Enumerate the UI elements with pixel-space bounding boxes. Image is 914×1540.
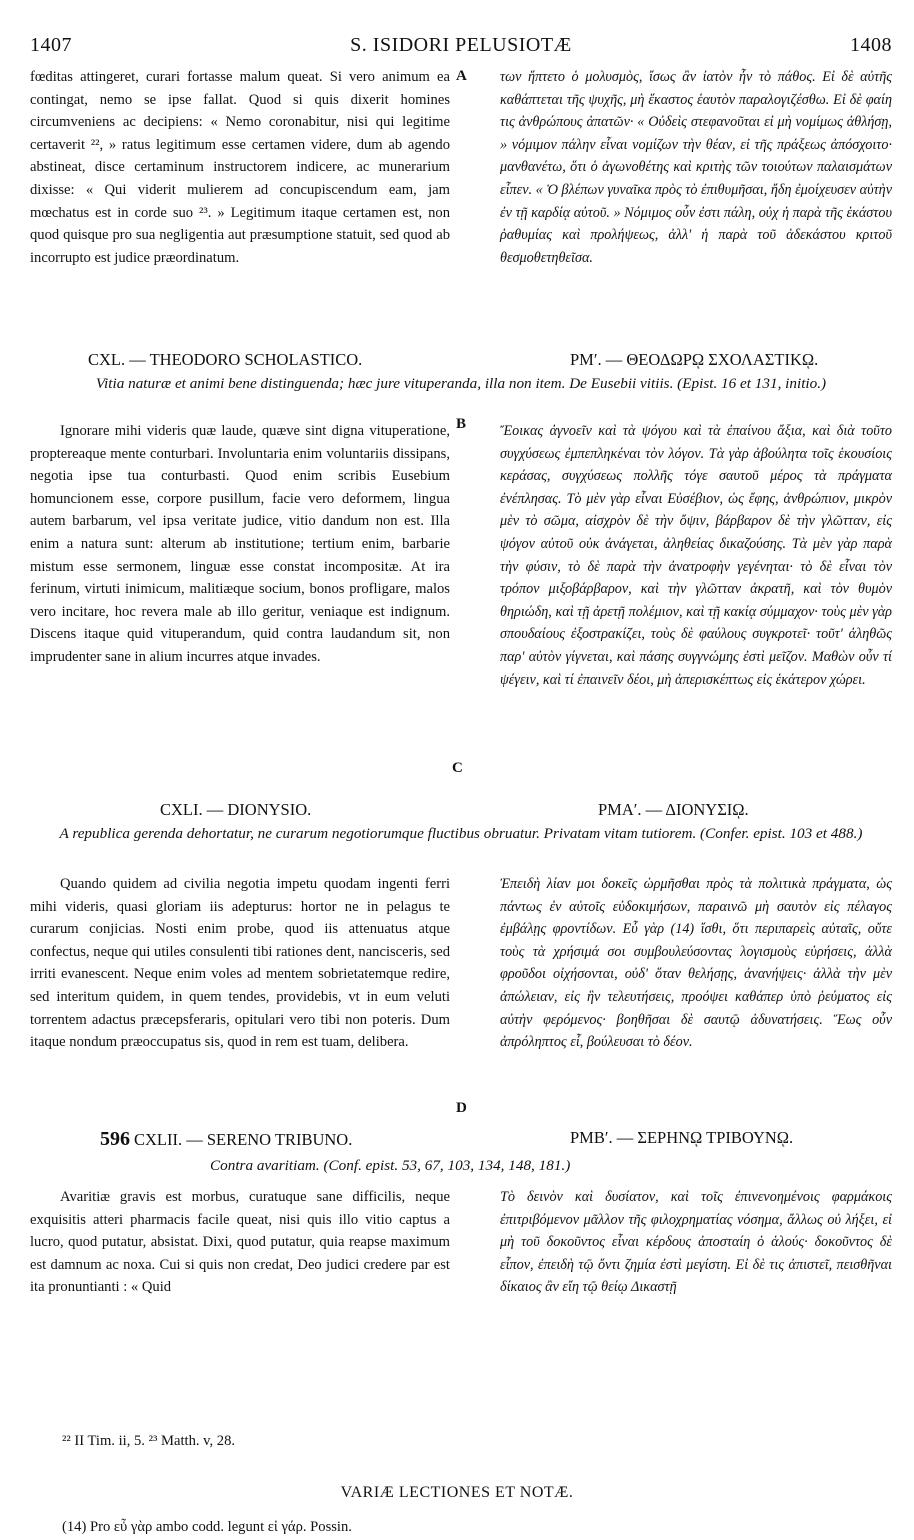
letter-140-summary: Vitia naturæ et animi bene distinguenda; hæc jure vituperanda, illa non item. De Eusebii vitiis. (Epist. 16 et 131, initio.) bbox=[95, 375, 827, 392]
footnotes: ²² II Tim. ii, 5. ²³ Matth. v, 28. bbox=[62, 1433, 236, 1449]
letter-142-latin-text: Avaritiæ gravis est morbus, curatuque sane difficilis, neque exquisitis atteri pharmacis facile queat, nisi quis illo vitio captus a lucro, quod putatur, absistat. Dixi, quod putatur, quia reapse maximum est damnum ac noxa. Cui si quis non credat, Deo judici credere par est ita pronuntianti : « Quid bbox=[30, 1189, 450, 1296]
right-column-number: 1408 bbox=[850, 34, 892, 56]
margin-letter-a: A bbox=[456, 68, 467, 84]
letter-141-heading bbox=[30, 800, 892, 864]
letter-141-greek bbox=[500, 873, 892, 1054]
letter-142-summary: Contra avaritiam. (Conf. epist. 53, 67, 103, 134, 148, 181.) bbox=[210, 1157, 571, 1174]
letter-141-latin bbox=[30, 873, 450, 1054]
letter-141-latin-title: CXLI. — DIONYSIO. bbox=[160, 800, 312, 819]
letter-140-latin bbox=[30, 420, 450, 669]
letter-140-latin-text: Ignorare mihi videris quæ laude, quæve sint digna vituperatione, proptereaque mente conturbari. Involuntaria enim voluntariis dissipans, negotia ipse tua conturbasti. Quod enim scribis Eusebium homuncionem esse, corpore pusillum, facie vero deformem, lingua autem barbarum, vel ipsa veritate judice, vitio dandum non est. Illa enim a natura sunt: alterum ab institutione; tertium enim, barbarie mistum esse sermonem, linguæ esse constat incompositæ. At ira ferinum, virtuti inimicum, malitiæque socium, bonos profligare, malos vero incitare, hoc revera male ab illo geritur, veniaque est indignum. Discens itaque quid vituperandum, quid contra laudandum sit, non imprudenter sane in alium incurres atque invades. bbox=[30, 423, 450, 665]
letter-142-heading bbox=[30, 1128, 892, 1178]
letter-142-latin-title bbox=[100, 1128, 352, 1151]
letter-141-greek-title: ΡΜΑʹ. — ΔΙΟΝΥΣΙῼ. bbox=[598, 800, 749, 819]
margin-letter-b: B bbox=[456, 416, 467, 432]
letter-140-greek bbox=[500, 420, 892, 691]
letter-142-latin-title-text: CXLII. — SERENO TRIBUNO. bbox=[134, 1130, 353, 1149]
intro-latin bbox=[30, 66, 450, 269]
letter-140-greek-text: Ἔοικας ἀγνοεῖν καὶ τὰ ψόγου καὶ τὰ ἐπαίνου ἄξια, καὶ διὰ τοῦτο συγχύσεως ἐμπεπληκέναι τὸν λόγον. Τὰ γὰρ ἀβούλητα τοῖς ἑκουσίοις κεράσας, συγχύσεως πολλῆς τόγε σαυτοῦ μέρος τὰ πράγματα ἐνέπλησας. Τὸ μὲν γὰρ εἶναι Εὐσέβιον, ὡς ἔφης, ἀνθρώπιον, μικρὸν μὲν τὸ σῶμα, αἰσχρὸν δὲ τὴν ὄψιν, βάρβαρον δὲ τὴν γλῶτταν, εἰς ψόγον αὐτοῦ οὐκ ἀνάγεται, ἀληθείας δικαζούσης. Τὰ μὲν γὰρ παρὰ τὴν φύσιν, τὸ δὲ παρὰ τὴν ἀνατροφὴν γεγένηται· τὸ δὲ εἶναι τὸν τρόπον μιξοβάρβαρον, καὶ τὴν γλῶτταν ἀκρατῆ, καὶ τὸν θυμὸν θηριώδη, καὶ τῇ ἀρετῇ πολέμιον, καὶ τῇ κακίᾳ σύμμαχον· τοὺς μὲν γὰρ σπουδαίους ἐξοστρακίζει, τοὺς δὲ φαύλους συγκροτεῖ· τοῦτ' ἀληθῶς παρ' αὐτὸν γίγνεται, καὶ πάσης συγγνώμης ἐστὶ μεῖζον. Μαθὼν οὖν τί ψέγειν, καὶ τί ἐπαινεῖν δέοι, μὴ ἀπερισκέπτως εἰς ἑκάτερον χώρει. bbox=[500, 423, 892, 688]
letter-141-summary: A republica gerenda dehortatur, ne curarum negotiorumque fluctibus obruatur. Privatam vitam tutiorem. (Confer. epist. 103 et 488.) bbox=[59, 825, 863, 842]
intro-greek bbox=[500, 66, 892, 269]
margin-letter-d: D bbox=[456, 1100, 467, 1116]
letter-142-latin bbox=[30, 1186, 450, 1299]
letter-141-latin-text: Quando quidem ad civilia negotia impetu quodam ingenti ferri mihi videris, quasi gloriam iis adepturus: hortor ne in pelagus te curarum conjicias. Nosti enim probe, quod iis attenuatus atque confectus, neque qui utiles consulenti tibi rationes dent, nancisceris, sed irriti evanescent. Neque enim voles ad mentem sobrietatemque redire, sed interitum quidem, in quem tendes, providebis, vt in eum veluti torrentem adactus præcepsferaris, opitulari vero tibi non poteris. Dum itaque nondum præoccupatus sis, quod in rem est tuam, delibera. bbox=[30, 876, 450, 1051]
letter-140-latin-title: CXL. — THEODORO SCHOLASTICO. bbox=[88, 350, 363, 369]
intro-latin-text: fœditas attingeret, curari fortasse malum queat. Si vero animum ea contingat, nemo se ipse fallat. Quod si quis dixerit homines circumveniens ac decipiens: « Nemo coronabitur, nisi qui legitime certaverit ²², » ratus legitimum esse certamen videre, dum ab agendo abstineat, disce certaminum instructorem indicere, ac munerarium dixisse: « Qui viderit mulierem ad concupiscendum eam, jam mœchatus est in corde suo ²³. » Legitimum itaque certamen est, non quod quisque pro sua negligentia aut præsumptione statuit, sed quod ab incorrupto est judice præordinatum. bbox=[30, 69, 450, 266]
letter-141-greek-text: Ἐπειδὴ λίαν μοι δοκεῖς ὡρμῆσθαι πρὸς τὰ πολιτικὰ πράγματα, ὡς πάντως ἐν αὐτοῖς εὐδοκιμήσων, παραινῶ μὴ σαυτὸν εἰς πέλαγος ἐμβάλῃς φροντίδων. Εὖ γὰρ (14) ἴσθι, ὅτι περιπαρεὶς αὐταῖς, οὔτε τοὺς τὰ χρήσιμά σοι συμβουλεύσοντας λογισμοὺς εὑρήσεις, ἀλλὰ φροῦδοι οἰχήσονται, οὐδ' ὅταν θελήσῃς, ἀνανήψεις· ἀλλὰ τὴν μὲν ἀπώλειαν, εἰς ἣν τελευτήσεις, προόψει καθάπερ ὑπὸ ῥεύματος εἰς αὐτὴν φερόμενος· βοηθῆσαι δὲ σαυτῷ ἀδυνατήσεις. Ἕως οὖν ἀπρόληπτος εἶ, βούλευσαι τὸ δέον. bbox=[500, 876, 892, 1051]
variae-lectiones-heading: VARIÆ LECTIONES ET NOTÆ. bbox=[340, 1484, 574, 1501]
running-header bbox=[30, 34, 892, 60]
page-number-596: 596 bbox=[100, 1128, 130, 1150]
letter-142-greek-title: ΡΜΒʹ. — ΣΕΡΗΝῼ ΤΡΙΒΟΥΝῼ. bbox=[570, 1128, 794, 1147]
left-column-number: 1407 bbox=[30, 34, 72, 56]
letter-142-greek bbox=[500, 1186, 892, 1299]
letter-140-heading bbox=[30, 350, 892, 410]
margin-letter-c: C bbox=[452, 760, 463, 776]
variae-lectiones-note: (14) Pro εὖ γὰρ ambo codd. legunt εἰ γάρ. Possin. bbox=[62, 1519, 352, 1535]
letter-140-greek-title: ΡΜʹ. — ΘΕΟΔΩΡῼ ΣΧΟΛΑΣΤΙΚῼ. bbox=[570, 350, 819, 369]
running-title: S. ISIDORI PELUSIOTÆ bbox=[350, 34, 572, 56]
letter-142-greek-text: Τὸ δεινὸν καὶ δυσίατον, καὶ τοῖς ἐπινενοημένοις φαρμάκοις ἐπιτριβόμενον μᾶλλον τῆς φιλοχρηματίας νόσημα, ἄλλως οὐ λήξει, εἰ μὴ τοῦ δοκοῦντος εἶναι κέρδους ἀποσταίη ὁ ἁλούς· δοκοῦντος δὲ εἶπον, ἐπειδὴ τῷ ὄντι ζημία ἐστὶ μεγίστη. Εἰ δὲ τις ἀπιστεῖ, πεισθῆναι δίκαιος ἂν εἴη τῷ θείῳ Δικαστῇ bbox=[500, 1189, 892, 1296]
intro-greek-text: των ἥπτετο ὁ μολυσμὸς, ἴσως ἂν ἰατὸν ἦν τὸ πάθος. Εἰ δὲ αὐτῆς καθάπτεται τῆς ψυχῆς, μὴ ἕκαστος ἑαυτὸν παραλογιζέσθω. Εἰ δὲ φαίη τις ἀνθρώπους ἀπατῶν· « Οὐδεὶς στεφανοῦται εἰ μὴ νομίμως ἀθλήσῃ, » νόμιμον πάλην εἶναι νομίζων τὴν θέαν, εἰ τῆς πράξεως ἀπόσχοιτο· μανθανέτω, ὅτι ὁ ἀγωνοθέτης καὶ κριτὴς τῶν τοιούτων παλαισμάτων εἶπεν. « Ὁ βλέπων γυναῖκα πρὸς τὸ ἐπιθυμῆσαι, ἤδη ἐμοίχευσεν αὐτὴν ἐν τῇ καρδίᾳ αὐτοῦ. » Νόμιμος οὖν ἐστι πάλη, οὐχ ἡ παρὰ τῆς ἑκάστου ῥαθυμίας καὶ προλήψεως, ἀλλ' ἡ παρὰ τοῦ ἀδεκάστου κριτοῦ θεσμοθετηθεῖσα. bbox=[500, 69, 892, 266]
